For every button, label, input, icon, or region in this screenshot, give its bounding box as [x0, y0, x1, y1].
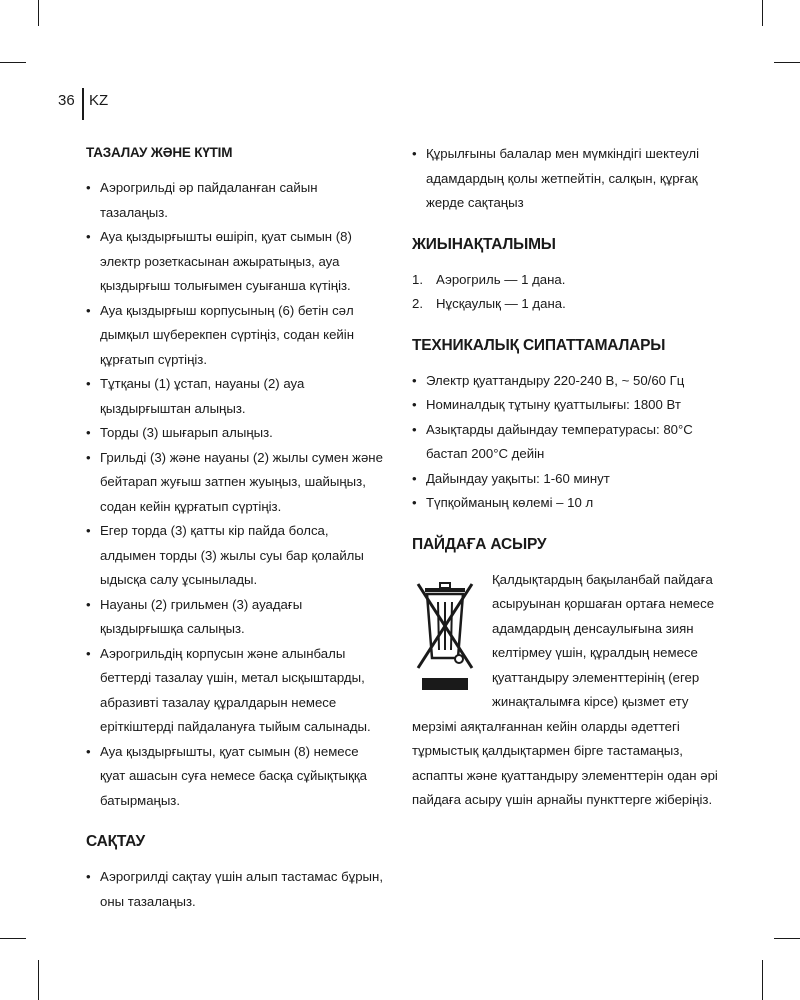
list-item: • Аэрогрильді әр пайдаланған сайын тазалаңыз. [86, 180, 318, 220]
list-item: • Егер торда (3) қатты кір пайда болса, алдымен торды (3) жылы суы бар қолайлы ыдысқа салу ұсынылады. [86, 523, 364, 587]
right-column [412, 142, 722, 813]
list-item: • Номиналдық тұтыну қуаттылығы: 1800 Вт [412, 397, 681, 412]
crop-mark [774, 62, 800, 63]
list-item: 1. Аэрогриль — 1 дана. [412, 271, 566, 287]
list-item: • Ауа қыздырғышты, қуат сымын (8) немесе қуат ашасын суға немесе басқа сұйықтыққа батырмаңыз. [86, 743, 367, 808]
crop-mark [38, 0, 39, 26]
list-item: • Дайындау уақыты: 1-60 минут [412, 470, 610, 486]
crop-mark [774, 938, 800, 939]
list-item: 2. Нұсқаулық — 1 дана. [412, 296, 566, 311]
list-item: • Ауа қыздырғышты өшіріп, қуат сымын (8) электр розеткасынан ажыратыңыз, ауа қыздырғыш толығымен суығанша күтіңіз. [86, 229, 352, 293]
page-number: 36 [58, 92, 75, 109]
list-item: • Ауа қыздырғыш корпусының (6) бетін сәл дымқыл шүберекпен сүртіңіз, содан кейін құрғатып сүртіңіз. [86, 302, 355, 367]
list-item: • Тұтқаны (1) ұстап, науаны (2) ауа қыздырғыштан алыңыз. [86, 376, 305, 416]
list-item: • Науаны (2) грильмен (3) ауадағы қыздырғышқа салыңыз. [86, 596, 303, 636]
specs-list [412, 369, 722, 516]
crop-mark [38, 960, 39, 1000]
package-heading: ЖИЫНАҚТАЛЫМЫ [412, 235, 556, 253]
list-item: • Электр қуаттандыру 220-240 В, ~ 50/60 Гц [412, 372, 685, 388]
cleaning-list [86, 176, 386, 813]
list-item: • Грильді (3) және науаны (2) жылы сумен және бейтарап жуғыш затпен жуыңыз, шайыңыз, содан кейін құрғатып сүртіңіз. [86, 449, 383, 514]
list-item: • Торды (3) шығарып алыңыз. [86, 425, 273, 440]
package-list [412, 268, 722, 317]
list-item: • Азықтарды дайындау температурасы: 80°С бастап 200°С дейін [412, 421, 693, 461]
crop-mark [0, 938, 26, 939]
disposal-section [412, 534, 722, 813]
crop-mark [762, 0, 763, 26]
list-item: • Түпқойманың көлемі – 10 л [412, 495, 594, 510]
crossed-out-wheelie-bin-icon [412, 580, 478, 696]
storage-heading: САҚТАУ [86, 833, 145, 850]
specs-section [412, 335, 722, 516]
cleaning-heading: ТАЗАЛАУ ЖӘНЕ КҮТІМ [86, 145, 233, 160]
list-item: • Аэрогрильдің корпусын және алынбалы беттерді тазалау үшін, метал ысқыштарды, абразивті тазалау құралдарын немесе еріткіштерді пайдалануға тыйым салынады. [86, 645, 371, 734]
storage-list-continued [412, 142, 722, 216]
crop-mark [762, 960, 763, 1000]
list-item: • Құрылғыны балалар мен мүмкіндігі шектеулі адамдардың қолы жетпейтін, салқын, құрғақ жерде сақтаңыз [412, 146, 700, 210]
left-column [86, 142, 386, 914]
header-divider [82, 88, 84, 120]
language-code: KZ [89, 92, 109, 109]
storage-section [86, 831, 386, 914]
storage-list [86, 865, 386, 914]
disposal-text: Қалдықтардың бақыланбай пайдаға асыруынан қоршаған ортаға немесе адамдардың денсаулығына зиян келтірмеу үшін, құралдың немесе қуаттандыру элементтерінің (егер жинақталымға кірсе) қызмет ету мерзімі аяқталғаннан кейін оларды әдеттегі тұрмыстық қалдықтармен бірге тастамаңыз, аспапты және қуаттандыру элементтерін одан әрі пайдаға асыру үшін арнайы пункттерге жіберіңіз. [412, 571, 718, 807]
specs-heading: ТЕХНИКАЛЫҚ СИПАТТАМАЛАРЫ [412, 336, 666, 354]
disposal-heading: ПАЙДАҒА АСЫРУ [412, 535, 547, 553]
list-item: • Аэрогрилді сақтау үшін алып тастамас бұрын, оны тазалаңыз. [86, 869, 383, 909]
disposal-block [412, 568, 722, 813]
crop-mark [0, 62, 26, 63]
package-section [412, 234, 722, 317]
